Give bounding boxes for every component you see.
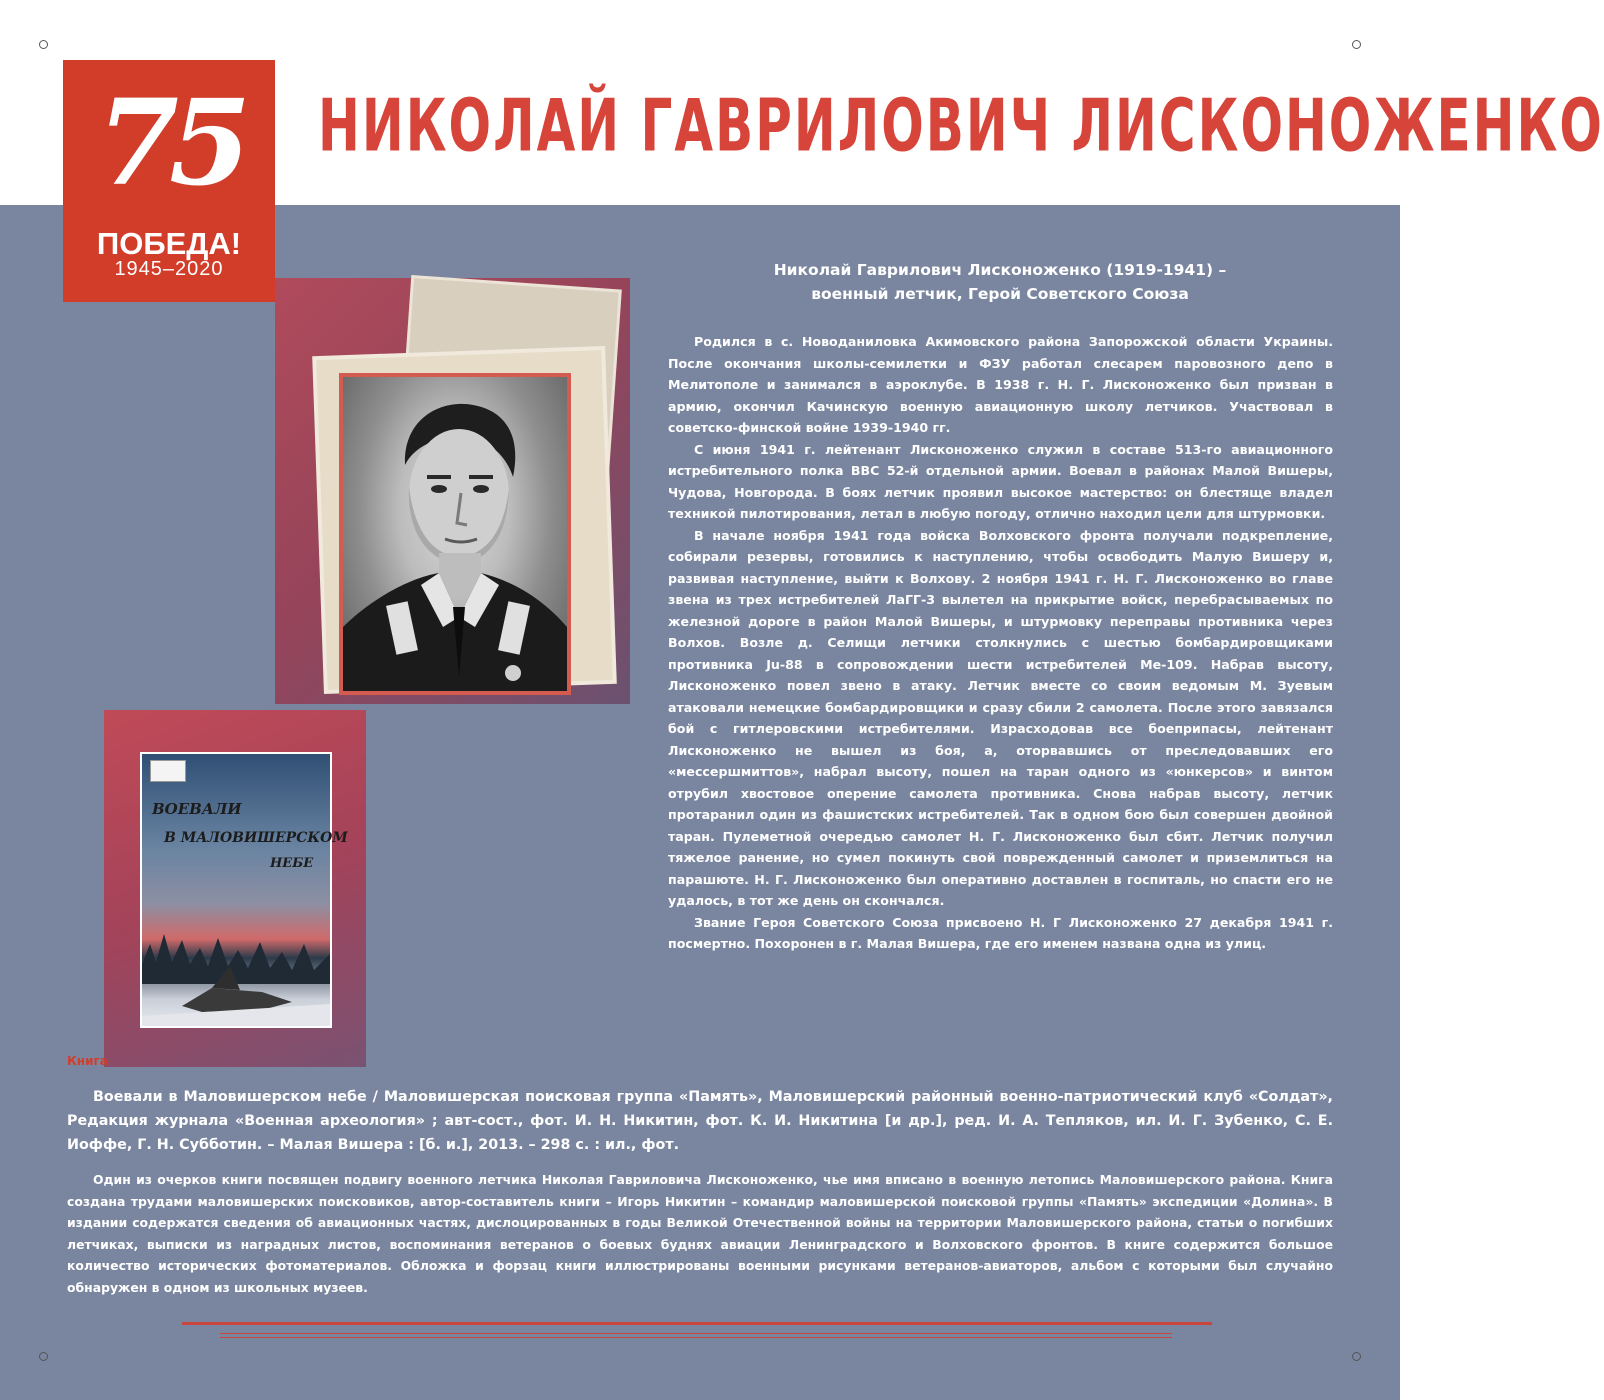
book-label: Книга: [67, 1054, 108, 1068]
logo-word: ПОБЕДА!: [96, 226, 242, 261]
portrait-illustration: [343, 377, 567, 691]
book-cover-title: НЕБЕ: [270, 856, 314, 871]
bio-paragraph: С июня 1941 г. лейтенант Лисконоженко служил в составе 513-го авиационного истребительного полка ВВС 52-й отдельной армии. Воевал в районах Малой Вишеры, Чудова, Новгорода. В боях летчик проявил высокое мастерство: он блестяще владел техникой пилотирования, летал в любую погоду, отлично находил цели для штурмовки.: [668, 441, 1333, 521]
page-title: НИКОЛАЙ ГАВРИЛОВИЧ ЛИСКОНОЖЕНКО: [318, 83, 1604, 169]
bio-paragraph: В начале ноября 1941 года войска Волховского фронта получали подкрепление, собирали резервы, готовились к наступлению, чтобы освободить Малую Вишеру и, развивая наступление, выйти к Волхову. 2 ноября 1941 г. Н. Г. Лисконоженко во главе звена из трех истребителей ЛаГГ-3 вылетел на прикрытие войск, перебрасываемых по железной дороге в район Малой Вишеры, и штурмовку переправы противника через Волхов. Возле д. Селищи летчики столкнулись с шестью бомбардировщиками противника Ju-88 в сопровождении шести истребителей Ме-109. Набрав высоту, Лисконоженко повел звено в атаку. Летчик вместе со своим ведомым М. Зуевым атаковали немецкие бомбардировщики и сразу сбили 2 самолета. После этого завязался бой с гитлеровскими истребителями. Израсходовав все боеприпасы, лейтенант Лисконоженко не вышел из боя, а, оторвавшись от преследовавших его «мессершмиттов», набрал высоту, пошел на таран одного из «юнкерсов» и винтом отрубил хвостовое оперение самолета противника. Снова набрав высоту, летчик протаранил один из фашистских истребителей. Так в одном бою был совершен двойной таран. Пулеметной очередью самолет Н. Г. Лисконоженко был сбит. Летчик получил тяжелое ранение, но сумел покинуть свой поврежденный самолет и приземлиться на парашюте. Н. Г. Лисконоженко был оперативно доставлен в госпиталь, но спасти его не удалось, в тот же день он скончался.: [668, 527, 1333, 908]
book-annotation-text: Один из очерков книги посвящен подвигу военного летчика Николая Гавриловича Лисконоженко, чье имя вписано в военную летопись Маловишерского района. Книга создана трудами маловишерских поисковиков, автор-составитель книги – Игорь Никитин – командир маловишерской поисковой группы «Память» экспедиции «Долина». В издании содержатся сведения об авиационных частях, дислоцированных в годы Великой Отечественной войны на территории Маловишерского района, статьи о погибших летчиках, выписки из наградных листов, воспоминания ветеранов о боевых буднях авиации Ленинградского и Волховского фронтов. В книге содержится большое количество исторических фотоматериалов. Обложка и форзац книги иллюстрированы военными рисунками ветеранов-авиаторов, альбом с которыми был случайно обнаружен в одном из школьных музеев.: [67, 1172, 1333, 1295]
book-citation: [67, 1085, 1333, 1157]
bio-heading-line: военный летчик, Герой Советского Союза: [811, 285, 1189, 303]
bio-text: [668, 331, 1333, 955]
screw-icon: [1352, 40, 1361, 49]
book-annotation: [67, 1169, 1333, 1298]
victory-75-logo: [63, 60, 275, 302]
book-cover: [140, 752, 348, 1028]
bio-heading-line: Николай Гаврилович Лисконоженко (1919-1941) –: [773, 261, 1227, 279]
book-cover-illustration: [142, 904, 330, 1026]
library-sticker: [150, 760, 186, 782]
screw-icon: [1352, 1352, 1361, 1361]
book-cover-title: В МАЛОВИШЕРСКОМ: [164, 830, 348, 846]
bio-heading: [690, 258, 1310, 306]
logo-years: 1945–2020: [114, 258, 224, 280]
portrait-photo: [343, 377, 567, 691]
bio-paragraph: Звание Героя Советского Союза присвоено Н. Г Лисконоженко 27 декабря 1941 г. посмертно. Похоронен в г. Малая Вишера, где его именем названа одна из улиц.: [668, 914, 1333, 951]
decorative-rule: [220, 1337, 1172, 1338]
logo-number: 75: [96, 73, 242, 212]
decorative-rule: [182, 1322, 1212, 1325]
bio-paragraph: Родился в с. Новоданиловка Акимовского района Запорожской области Украины. После окончания школы-семилетки и ФЗУ работал слесарем паровозного депо в Мелитополе и занимался в аэроклубе. В 1938 г. Н. Г. Лисконоженко был призван в армию, окончил Качинскую военную авиационную школу летчиков. Участвовал в советско-финской войне 1939-1940 гг.: [668, 334, 1333, 435]
screw-icon: [39, 1352, 48, 1361]
screw-icon: [39, 40, 48, 49]
decorative-rule: [220, 1333, 1172, 1334]
book-cover-title: ВОЕВАЛИ: [152, 800, 242, 818]
book-citation-text: Воевали в Маловишерском небе / Маловишерская поисковая группа «Память», Маловишерский районный военно-патриотический клуб «Солдат», Редакция журнала «Военная археология» ; авт-сост., фот. И. Н. Никитин, фот. К. И. Никитина [и др.], ред. И. А. Тепляков, ил. И. Г. Зубенко, С. Е. Иоффе, Г. Н. Субботин. – Малая Вишера : [б. и.], 2013. – 298 с. : ил., фот.: [67, 1089, 1333, 1153]
